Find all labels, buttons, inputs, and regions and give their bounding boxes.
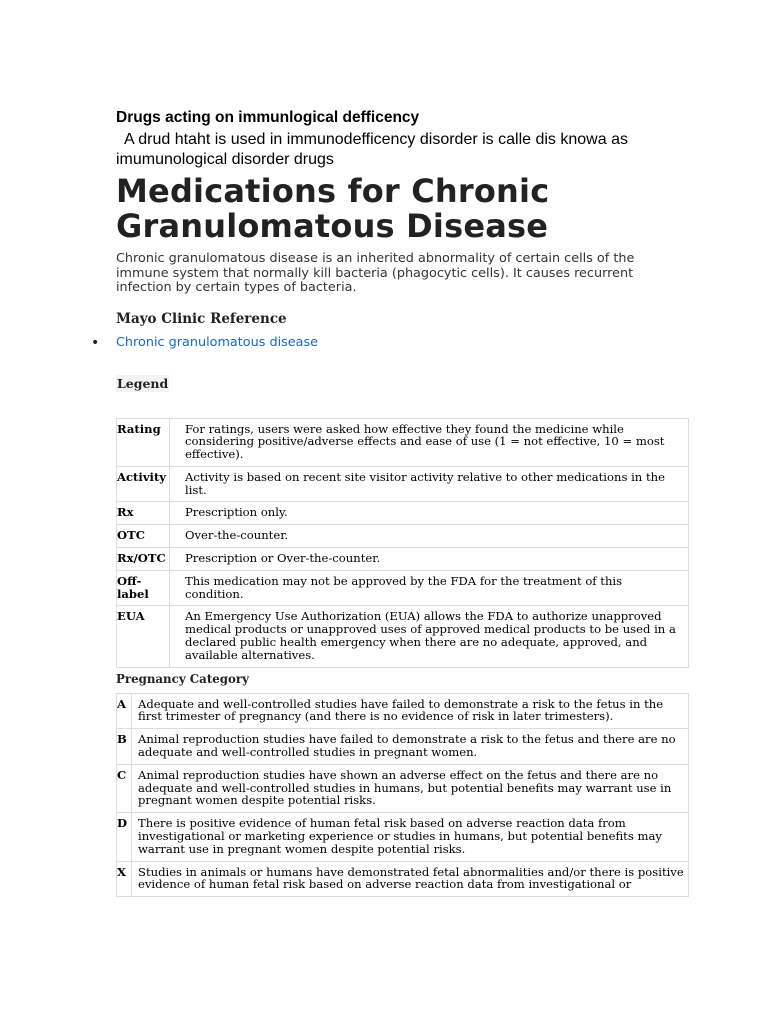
legend-title: Legend	[117, 375, 169, 391]
legend-value: Over-the-counter.	[170, 525, 689, 548]
legend-key: Rating	[117, 418, 170, 466]
bullet-icon: •	[91, 334, 100, 351]
pregnancy-value: Studies in animals or humans have demonstrated fetal abnormalities and/or there is positive evidence of human fetal risk based on adverse reaction data from investigational or	[132, 861, 689, 897]
table-row	[117, 525, 689, 548]
legend-key: Rx	[117, 502, 170, 525]
pregnancy-key: D	[117, 813, 132, 861]
legend-value: An Emergency Use Authorization (EUA) allows the FDA to authorize unapproved medical products or unapproved uses of approved medical products to be used in a declared public health emergency when there are no adequate, approved, and available alternatives.	[170, 606, 689, 667]
legend-value: For ratings, users were asked how effective they found the medicine while considering positive/adverse effects and ease of use (1 = not effective, 10 = most effective).	[170, 418, 689, 466]
table-row	[117, 570, 689, 606]
reference-heading: Mayo Clinic Reference	[116, 310, 287, 327]
legend-key: Off-label	[117, 570, 170, 606]
table-row	[117, 548, 689, 571]
pregnancy-key: X	[117, 861, 132, 897]
table-row	[117, 693, 689, 729]
table-row	[117, 764, 689, 812]
legend-value: Activity is based on recent site visitor activity relative to other medications in the list.	[170, 466, 689, 502]
pregnancy-key: C	[117, 764, 132, 812]
pregnancy-key: B	[117, 729, 132, 765]
table-row	[117, 466, 689, 502]
table-row	[117, 813, 689, 861]
legend-key: Activity	[117, 466, 170, 502]
legend-key: EUA	[117, 606, 170, 667]
legend-value: Prescription only.	[170, 502, 689, 525]
legend-key: Rx/OTC	[117, 548, 170, 571]
pregnancy-key: A	[117, 693, 132, 729]
legend-key: OTC	[117, 525, 170, 548]
table-row	[117, 606, 689, 667]
document-page	[91, 108, 689, 897]
legend-value: This medication may not be approved by the FDA for the treatment of this condition.	[170, 570, 689, 606]
legend-table	[116, 418, 689, 668]
pregnancy-value: Animal reproduction studies have failed to demonstrate a risk to the fetus and there are no adequate and well-controlled studies in pregnant women.	[132, 729, 689, 765]
legend-value: Prescription or Over-the-counter.	[170, 548, 689, 571]
pregnancy-value: There is positive evidence of human fetal risk based on adverse reaction data from investigational or marketing experience or studies in humans, but potential benefits may warrant use in pregnant women despite potential risks.	[132, 813, 689, 861]
reference-link-text[interactable]: Chronic granulomatous disease	[116, 334, 319, 350]
document-intro	[116, 130, 689, 170]
condition-description: Chronic granulomatous disease is an inherited abnormality of certain cells of the immune system that normally kill bacteria (phagocytic cells). It causes recurrent infection by certain types of bacteria.	[116, 251, 635, 295]
page-title: Medications for Chronic Granulomatous Disease	[116, 172, 550, 245]
table-row	[117, 861, 689, 897]
pregnancy-category-title: Pregnancy Category	[116, 671, 249, 686]
reference-list	[91, 333, 689, 353]
document-heading: Drugs acting on immunlogical defficency	[116, 109, 420, 126]
intro-text: A drud htaht is used in immunodefficency disorder is calle dis knowa as imumunological disorder drugs	[116, 131, 628, 168]
table-row	[117, 502, 689, 525]
pregnancy-value: Animal reproduction studies have shown an adverse effect on the fetus and there are no adequate and well-controlled studies in humans, but potential benefits may warrant use in pregnant women despite potential risks.	[132, 764, 689, 812]
table-row	[117, 729, 689, 765]
reference-link[interactable]	[91, 333, 689, 353]
pregnancy-value: Adequate and well-controlled studies have failed to demonstrate a risk to the fetus in the first trimester of pregnancy (and there is no evidence of risk in later trimesters).	[132, 693, 689, 729]
table-row	[117, 418, 689, 466]
pregnancy-table	[116, 693, 689, 898]
